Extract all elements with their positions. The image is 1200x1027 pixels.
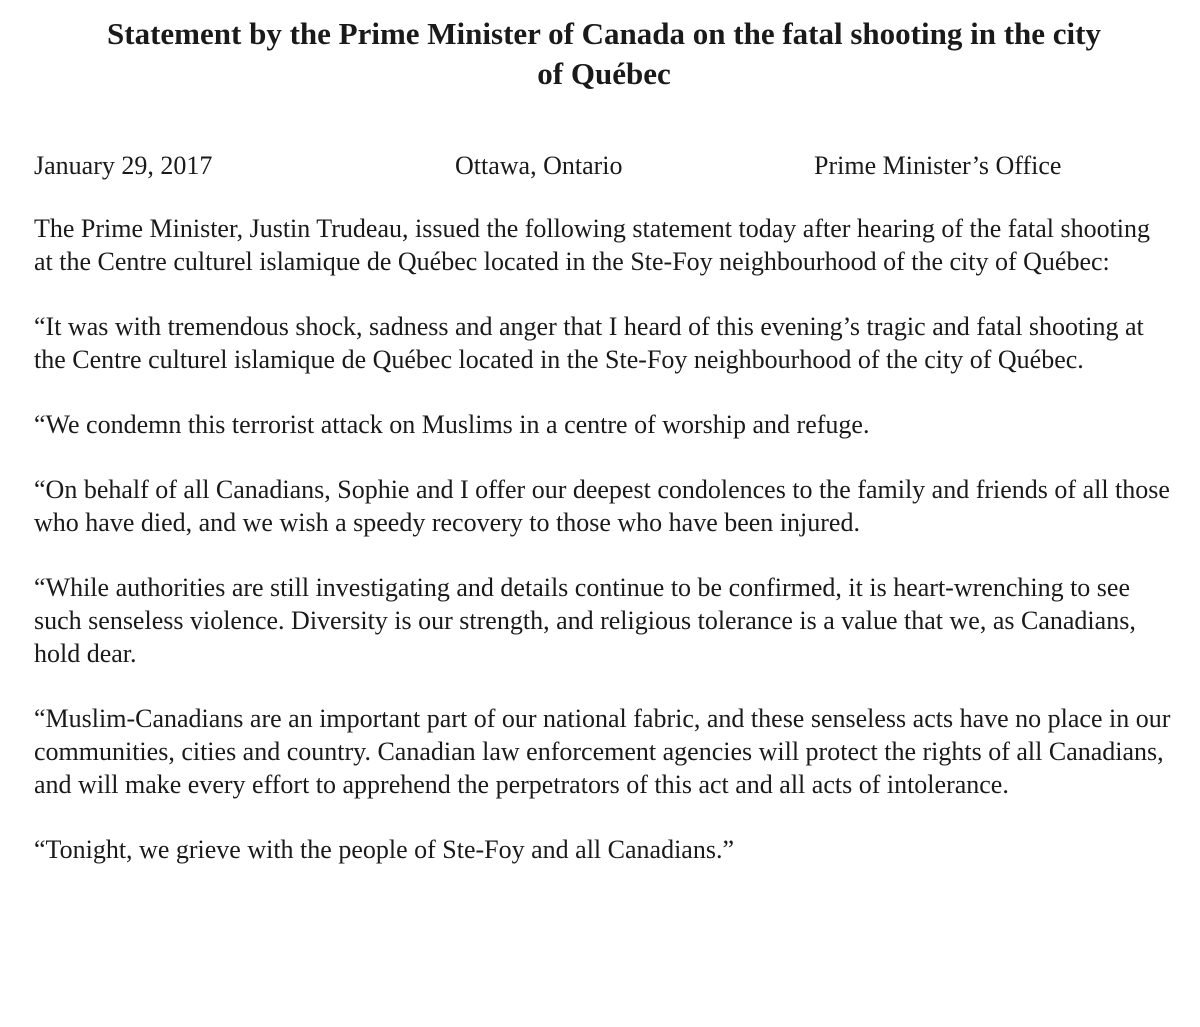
statement-meta-row bbox=[34, 148, 1174, 184]
statement-title: Statement by the Prime Minister of Canada on the fatal shooting in the city of Québec bbox=[107, 16, 1101, 91]
statement-paragraph-intro: The Prime Minister, Justin Trudeau, issued the following statement today after hearing of the fatal shooting at the Centre culturel islamique de Québec located in the Ste-Foy neighbourhood of the city of Québec: bbox=[34, 214, 1151, 276]
statement-source-office: Prime Minister’s Office bbox=[814, 151, 1062, 180]
statement-body bbox=[34, 212, 1174, 866]
statement-paragraph: “Muslim-Canadians are an important part of our national fabric, and these senseless acts have no place in our communities, cities and country. Canadian law enforcement agencies will protect the rights of all Canadians, and will make every effort to apprehend the perpetrators of this act and all acts of intolerance. bbox=[34, 704, 1171, 799]
statement-paragraph: “It was with tremendous shock, sadness and anger that I heard of this evening’s tragic and fatal shooting at the Centre culturel islamique de Québec located in the Ste-Foy neighbourhood of the city of Québec. bbox=[34, 312, 1144, 374]
statement-paragraph: “We condemn this terrorist attack on Muslims in a centre of worship and refuge. bbox=[34, 410, 870, 439]
statement-paragraph-closing: “Tonight, we grieve with the people of Ste-Foy and all Canadians.” bbox=[34, 835, 734, 864]
statement-location: Ottawa, Ontario bbox=[455, 151, 623, 180]
statement-document bbox=[34, 14, 1174, 898]
statement-paragraph: “On behalf of all Canadians, Sophie and I offer our deepest condolences to the family and friends of all those who have died, and we wish a speedy recovery to those who have been injured. bbox=[34, 475, 1170, 537]
statement-paragraph: “While authorities are still investigating and details continue to be confirmed, it is heart-wrenching to see such senseless violence. Diversity is our strength, and religious tolerance is a value that we, as Canadians, hold dear. bbox=[34, 573, 1136, 668]
statement-date: January 29, 2017 bbox=[34, 151, 213, 180]
